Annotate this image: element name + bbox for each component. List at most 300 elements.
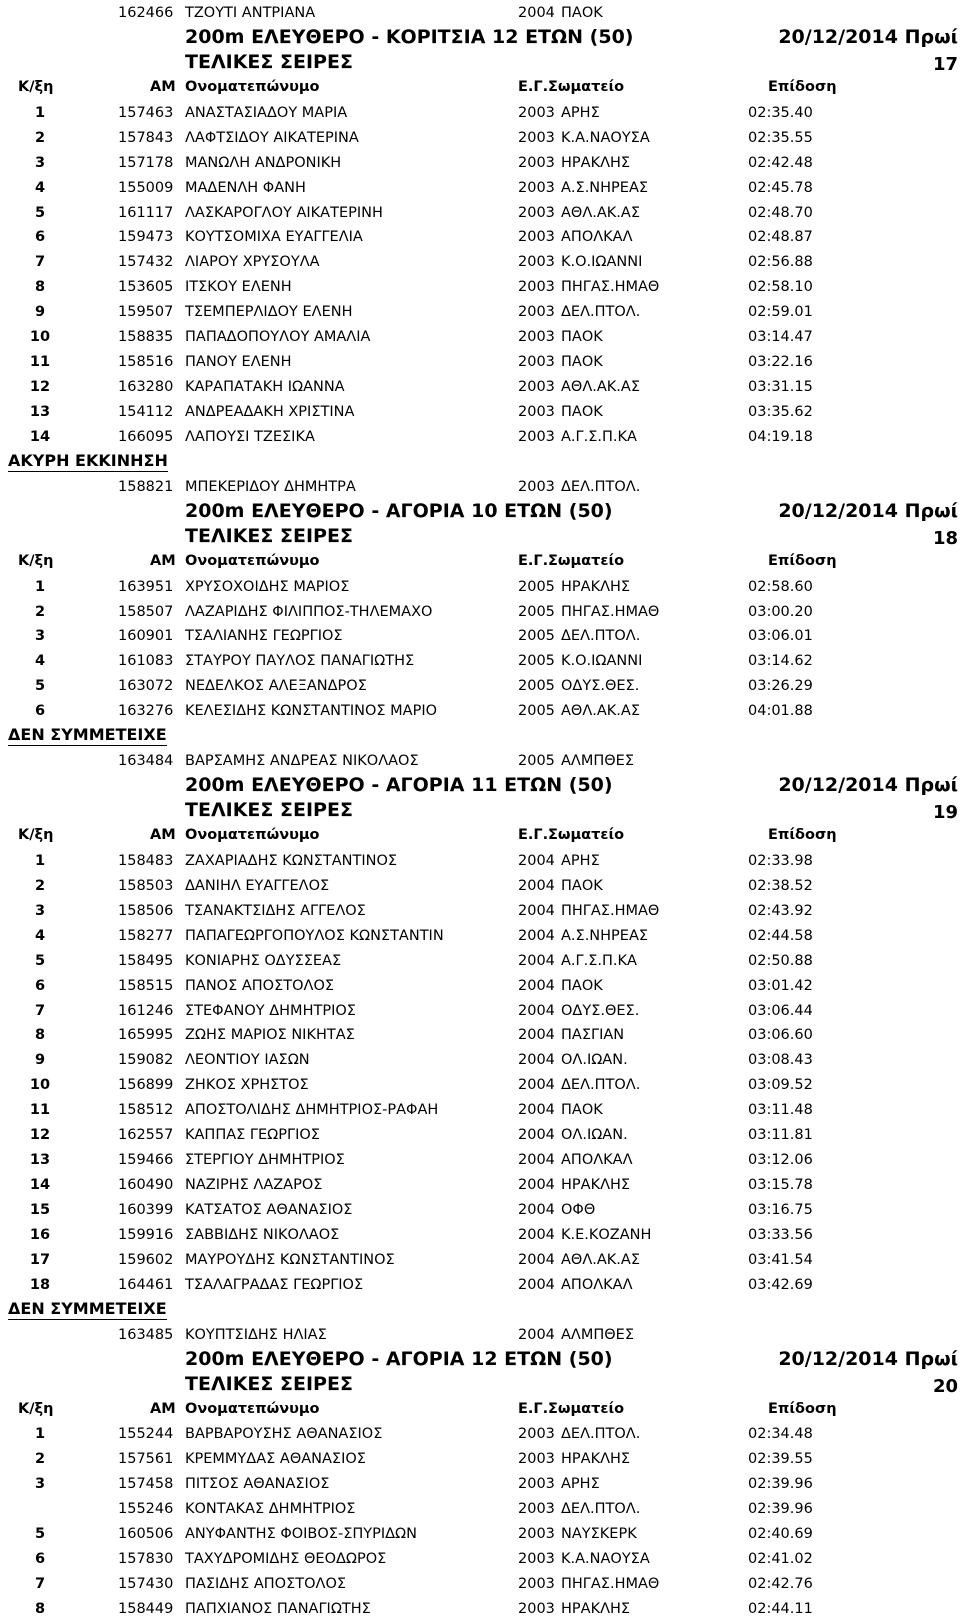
swim-time: 02:41.02 bbox=[748, 1551, 813, 1568]
athlete-name: ΜΑΥΡΟΥΔΗΣ ΚΩΝΣΤΑΝΤΙΝΟΣ bbox=[185, 1251, 395, 1268]
event-date: 20/12/2014 Πρωί bbox=[778, 499, 958, 522]
swim-time: 03:14.47 bbox=[748, 329, 813, 346]
swim-time: 03:16.75 bbox=[748, 1202, 813, 1218]
place: 6 bbox=[34, 977, 46, 994]
athlete-id: 164461 bbox=[118, 1276, 174, 1293]
col-club: Σωματείο bbox=[548, 826, 625, 843]
place: 7 bbox=[34, 1576, 46, 1593]
birth-year: 2003 bbox=[518, 204, 555, 221]
athlete-id: 161083 bbox=[118, 653, 174, 670]
birth-year: 2005 bbox=[518, 578, 555, 595]
swim-time: 02:42.48 bbox=[748, 154, 813, 171]
swim-time: 03:33.56 bbox=[748, 1226, 813, 1243]
birth-year: 2003 bbox=[518, 254, 555, 271]
birth-year: 2004 bbox=[518, 977, 555, 994]
birth-year: 2004 bbox=[518, 1177, 555, 1194]
club-name: Κ.Ο.ΙΩΑΝΝΙ bbox=[561, 653, 643, 670]
place: 13 bbox=[29, 1152, 51, 1169]
table-row bbox=[0, 1546, 960, 1571]
status-heading bbox=[0, 449, 960, 474]
club-name: ΗΡΑΚΛΗΣ bbox=[561, 1451, 631, 1468]
club-name: ΟΛ.ΙΩΑΝ. bbox=[561, 1052, 628, 1069]
series-label: ΤΕΛΙΚΕΣ ΣΕΙΡΕΣ bbox=[185, 799, 353, 821]
table-row bbox=[0, 1097, 960, 1122]
swim-time: 03:12.06 bbox=[748, 1152, 813, 1169]
athlete-name: ΚΕΛΕΣΙΔΗΣ ΚΩΝΣΤΑΝΤΙΝΟΣ ΜΑΡΙΟ bbox=[185, 703, 438, 720]
place: 8 bbox=[34, 1601, 46, 1617]
athlete-id: 163485 bbox=[118, 1326, 174, 1343]
swim-time: 02:48.87 bbox=[748, 229, 813, 246]
swim-time: 03:41.54 bbox=[748, 1251, 813, 1268]
place: 8 bbox=[34, 1027, 46, 1044]
club-name: ΑΛΜΠΘΕΣ bbox=[561, 753, 634, 770]
table-row bbox=[0, 150, 960, 175]
place: 3 bbox=[34, 902, 46, 919]
athlete-name: ΚΟΥΠΤΣΙΔΗΣ ΗΛΙΑΣ bbox=[185, 1326, 327, 1343]
athlete-id: 153605 bbox=[118, 279, 174, 296]
table-row bbox=[0, 299, 960, 324]
table-row bbox=[0, 898, 960, 923]
athlete-id: 158821 bbox=[118, 478, 174, 495]
club-name: ΑΠΟΛΚΑΛ bbox=[561, 1276, 633, 1293]
club-name: ΑΘΛ.ΑΚ.ΑΣ bbox=[561, 379, 640, 396]
athlete-name: ΛΙΑΡΟΥ ΧΡΥΣΟΥΛΑ bbox=[185, 254, 320, 271]
club-name: Κ.Α.ΝΑΟΥΣΑ bbox=[561, 1551, 650, 1568]
swim-time: 02:50.88 bbox=[748, 952, 813, 969]
col-year: Ε.Γ. bbox=[518, 826, 549, 843]
event-header bbox=[0, 773, 960, 798]
birth-year: 2003 bbox=[518, 154, 555, 171]
table-row bbox=[0, 923, 960, 948]
athlete-name: ΔΑΝΙΗΛ ΕΥΑΓΓΕΛΟΣ bbox=[185, 877, 330, 894]
table-row bbox=[0, 1072, 960, 1097]
athlete-name: ΤΣΑΛΙΑΝΗΣ ΓΕΩΡΓΙΟΣ bbox=[185, 628, 343, 645]
table-row bbox=[0, 125, 960, 150]
athlete-id: 157432 bbox=[118, 254, 174, 271]
swim-time: 03:08.43 bbox=[748, 1052, 813, 1069]
col-club: Σωματείο bbox=[548, 78, 625, 95]
club-name: ΑΘΛ.ΑΚ.ΑΣ bbox=[561, 703, 640, 720]
col-athlete-id: ΑΜ bbox=[150, 78, 176, 95]
birth-year: 2003 bbox=[518, 1601, 555, 1617]
event-header bbox=[0, 499, 960, 524]
athlete-name: ΤΣΑΝΑΚΤΣΙΔΗΣ ΑΓΓΕΛΟΣ bbox=[185, 902, 366, 919]
club-name: ΑΘΛ.ΑΚ.ΑΣ bbox=[561, 1251, 640, 1268]
athlete-name: ΜΑΝΩΛΗ ΑΝΔΡΟΝΙΚΗ bbox=[185, 154, 342, 171]
event-header bbox=[0, 1347, 960, 1372]
place: 9 bbox=[34, 304, 46, 321]
club-name: ΑΡΗΣ bbox=[561, 852, 600, 869]
club-name: ΑΘΛ.ΑΚ.ΑΣ bbox=[561, 204, 640, 221]
club-name: ΗΡΑΚΛΗΣ bbox=[561, 1177, 631, 1194]
athlete-id: 155244 bbox=[118, 1426, 174, 1443]
place: 1 bbox=[34, 578, 46, 595]
athlete-id: 155009 bbox=[118, 179, 174, 196]
athlete-name: ΒΑΡΣΑΜΗΣ ΑΝΔΡΕΑΣ ΝΙΚΟΛΑΟΣ bbox=[185, 753, 419, 770]
swim-time: 02:56.88 bbox=[748, 254, 813, 271]
table-row bbox=[0, 848, 960, 873]
col-place: Κ/ξη bbox=[18, 1400, 54, 1417]
event-subheader bbox=[0, 798, 960, 823]
table-row bbox=[0, 1197, 960, 1222]
table-row bbox=[0, 1222, 960, 1247]
birth-year: 2003 bbox=[518, 404, 555, 420]
table-row bbox=[0, 1047, 960, 1072]
event-subheader bbox=[0, 1372, 960, 1397]
col-name: Ονοματεπώνυμο bbox=[185, 552, 320, 569]
table-row bbox=[0, 1471, 960, 1496]
club-name: ΟΛ.ΙΩΑΝ. bbox=[561, 1127, 628, 1144]
place: 14 bbox=[29, 428, 51, 445]
column-headers bbox=[0, 823, 960, 848]
athlete-name: ΤΖΟΥΤΙ ΑΝΤΡΙΑΝΑ bbox=[185, 5, 316, 21]
club-name: ΠΑΟΚ bbox=[561, 404, 603, 420]
table-row bbox=[0, 224, 960, 249]
birth-year: 2003 bbox=[518, 1526, 555, 1543]
birth-year: 2003 bbox=[518, 1451, 555, 1468]
athlete-id: 156899 bbox=[118, 1077, 174, 1094]
athlete-name: ΛΑΦΤΣΙΔΟΥ ΑΙΚΑΤΕΡΙΝΑ bbox=[185, 129, 359, 146]
athlete-id: 154112 bbox=[118, 404, 174, 420]
athlete-name: ΚΟΝΙΑΡΗΣ ΟΔΥΣΣΕΑΣ bbox=[185, 952, 342, 969]
table-row bbox=[0, 0, 960, 25]
event-title: 200m ΕΛΕΥΘΕΡΟ - ΑΓΟΡΙΑ 11 ΕΤΩΝ (50) bbox=[185, 774, 613, 797]
athlete-id: 158483 bbox=[118, 852, 174, 869]
athlete-id: 157430 bbox=[118, 1576, 174, 1593]
athlete-id: 163951 bbox=[118, 578, 174, 595]
club-name: ΔΕΛ.ΠΤΟΛ. bbox=[561, 1077, 641, 1094]
place: 5 bbox=[34, 1526, 46, 1543]
place: 4 bbox=[34, 927, 46, 944]
club-name: ΔΕΛ.ΠΤΟΛ. bbox=[561, 1426, 641, 1443]
birth-year: 2003 bbox=[518, 1501, 555, 1518]
place: 10 bbox=[29, 1077, 51, 1094]
event-subheader bbox=[0, 524, 960, 549]
athlete-name: ΜΑΔΕΝΛΗ ΦΑΝΗ bbox=[185, 179, 306, 196]
birth-year: 2004 bbox=[518, 852, 555, 869]
athlete-name: ΠΑΠΧΙΑΝΟΣ ΠΑΝΑΓΙΩΤΗΣ bbox=[185, 1601, 371, 1617]
place: 3 bbox=[34, 628, 46, 645]
birth-year: 2003 bbox=[518, 354, 555, 371]
club-name: Α.Γ.Σ.Π.ΚΑ bbox=[561, 428, 637, 445]
birth-year: 2003 bbox=[518, 428, 555, 445]
status-label: ΔΕΝ ΣΥΜΜΕΤΕΙΧΕ bbox=[8, 725, 167, 745]
swim-time: 03:06.44 bbox=[748, 1002, 813, 1019]
athlete-name: ΠΑΠΑΔΟΠΟΥΛΟΥ ΑΜΑΛΙΑ bbox=[185, 329, 371, 346]
col-year: Ε.Γ. bbox=[518, 78, 549, 95]
place: 14 bbox=[29, 1177, 51, 1194]
athlete-name: ΙΤΣΚΟΥ ΕΛΕΝΗ bbox=[185, 279, 292, 296]
place: 1 bbox=[34, 852, 46, 869]
club-name: ΠΑΟΚ bbox=[561, 977, 603, 994]
club-name: ΑΡΗΣ bbox=[561, 104, 600, 121]
athlete-id: 159916 bbox=[118, 1226, 174, 1243]
swim-time: 02:59.01 bbox=[748, 304, 813, 321]
event-number: 20 bbox=[932, 1375, 958, 1397]
table-row bbox=[0, 1147, 960, 1172]
birth-year: 2003 bbox=[518, 1551, 555, 1568]
table-row bbox=[0, 1247, 960, 1272]
event-number: 17 bbox=[932, 53, 958, 75]
athlete-id: 163280 bbox=[118, 379, 174, 396]
swim-time: 02:43.92 bbox=[748, 902, 813, 919]
event-date: 20/12/2014 Πρωί bbox=[778, 1347, 958, 1370]
birth-year: 2005 bbox=[518, 703, 555, 720]
birth-year: 2004 bbox=[518, 902, 555, 919]
event-title: 200m ΕΛΕΥΘΕΡΟ - ΑΓΟΡΙΑ 10 ΕΤΩΝ (50) bbox=[185, 499, 613, 522]
athlete-id: 163276 bbox=[118, 703, 174, 720]
athlete-id: 158507 bbox=[118, 603, 174, 620]
place: 2 bbox=[34, 603, 46, 620]
athlete-name: ΧΡΥΣΟΧΟΙΔΗΣ ΜΑΡΙΟΣ bbox=[185, 578, 350, 595]
swim-time: 02:48.70 bbox=[748, 204, 813, 221]
athlete-name: ΤΑΧΥΔΡΟΜΙΔΗΣ ΘΕΟΔΩΡΟΣ bbox=[185, 1551, 387, 1568]
table-row bbox=[0, 623, 960, 648]
athlete-name: ΛΕΟΝΤΙΟΥ ΙΑΣΩΝ bbox=[185, 1052, 310, 1069]
event-date: 20/12/2014 Πρωί bbox=[778, 774, 958, 797]
table-row bbox=[0, 873, 960, 898]
birth-year: 2004 bbox=[518, 1276, 555, 1293]
athlete-name: ΚΑΠΠΑΣ ΓΕΩΡΓΙΟΣ bbox=[185, 1127, 320, 1144]
table-row bbox=[0, 648, 960, 673]
place: 15 bbox=[29, 1202, 51, 1218]
birth-year: 2003 bbox=[518, 379, 555, 396]
athlete-name: ΠΑΝΟΥ ΕΛΕΝΗ bbox=[185, 354, 292, 371]
swim-time: 03:06.60 bbox=[748, 1027, 813, 1044]
table-row bbox=[0, 574, 960, 599]
swim-time: 03:31.15 bbox=[748, 379, 813, 396]
birth-year: 2004 bbox=[518, 1052, 555, 1069]
athlete-name: ΝΕΔΕΛΚΟΣ ΑΛΕΞΑΝΔΡΟΣ bbox=[185, 678, 367, 695]
club-name: ΠΑΟΚ bbox=[561, 5, 603, 21]
place: 12 bbox=[29, 1127, 51, 1144]
athlete-id: 157463 bbox=[118, 104, 174, 121]
athlete-name: ΝΑΖΙΡΗΣ ΛΑΖΑΡΟΣ bbox=[185, 1177, 323, 1194]
table-row bbox=[0, 424, 960, 449]
athlete-id: 159466 bbox=[118, 1152, 174, 1169]
place: 11 bbox=[29, 1102, 51, 1119]
birth-year: 2003 bbox=[518, 329, 555, 346]
status-heading bbox=[0, 1297, 960, 1322]
athlete-name: ΚΟΝΤΑΚΑΣ ΔΗΜΗΤΡΙΟΣ bbox=[185, 1501, 356, 1518]
table-row bbox=[0, 998, 960, 1023]
place: 7 bbox=[34, 254, 46, 271]
place: 2 bbox=[34, 877, 46, 894]
table-row bbox=[0, 399, 960, 424]
club-name: ΟΔΥΣ.ΘΕΣ. bbox=[561, 678, 640, 695]
swim-time: 03:35.62 bbox=[748, 404, 813, 420]
athlete-id: 159602 bbox=[118, 1251, 174, 1268]
swim-time: 02:39.55 bbox=[748, 1451, 813, 1468]
table-row bbox=[0, 698, 960, 723]
swim-time: 03:01.42 bbox=[748, 977, 813, 994]
col-athlete-id: ΑΜ bbox=[150, 1400, 176, 1417]
birth-year: 2004 bbox=[518, 5, 555, 21]
athlete-id: 162557 bbox=[118, 1127, 174, 1144]
birth-year: 2005 bbox=[518, 603, 555, 620]
place: 11 bbox=[29, 354, 51, 371]
birth-year: 2004 bbox=[518, 952, 555, 969]
status-label: ΔΕΝ ΣΥΜΜΕΤΕΙΧΕ bbox=[8, 1298, 167, 1318]
athlete-name: ΣΤΕΦΑΝΟΥ ΔΗΜΗΤΡΙΟΣ bbox=[185, 1002, 356, 1019]
table-row bbox=[0, 1496, 960, 1521]
col-place: Κ/ξη bbox=[18, 552, 54, 569]
table-row bbox=[0, 1521, 960, 1546]
swim-time: 02:40.69 bbox=[748, 1526, 813, 1543]
club-name: ΠΑΟΚ bbox=[561, 329, 603, 346]
athlete-name: ΚΑΤΣΑΤΟΣ ΑΘΑΝΑΣΙΟΣ bbox=[185, 1202, 353, 1218]
club-name: ΠΗΓΑΣ.ΗΜΑΘ bbox=[561, 902, 660, 919]
place: 9 bbox=[34, 1052, 46, 1069]
birth-year: 2005 bbox=[518, 653, 555, 670]
athlete-name: ΠΑΣΙΔΗΣ ΑΠΟΣΤΟΛΟΣ bbox=[185, 1576, 347, 1593]
athlete-name: ΛΑΠΟΥΣΙ ΤΖΕΣΙΚΑ bbox=[185, 428, 315, 445]
place: 4 bbox=[34, 179, 46, 196]
athlete-name: ΚΡΕΜΜΥΔΑΣ ΑΘΑΝΑΣΙΟΣ bbox=[185, 1451, 366, 1468]
col-club: Σωματείο bbox=[548, 552, 625, 569]
athlete-id: 160490 bbox=[118, 1177, 174, 1194]
column-headers bbox=[0, 75, 960, 100]
swim-time: 02:42.76 bbox=[748, 1576, 813, 1593]
birth-year: 2004 bbox=[518, 1152, 555, 1169]
col-year: Ε.Γ. bbox=[518, 1400, 549, 1417]
club-name: ΠΑΟΚ bbox=[561, 354, 603, 371]
event-header bbox=[0, 25, 960, 50]
athlete-id: 158503 bbox=[118, 877, 174, 894]
athlete-id: 157843 bbox=[118, 129, 174, 146]
club-name: Κ.Α.ΝΑΟΥΣΑ bbox=[561, 129, 650, 146]
birth-year: 2004 bbox=[518, 1326, 555, 1343]
athlete-name: ΚΑΡΑΠΑΤΑΚΗ ΙΩΑΝΝΑ bbox=[185, 379, 345, 396]
table-row bbox=[0, 1571, 960, 1596]
birth-year: 2004 bbox=[518, 877, 555, 894]
swim-time: 02:44.11 bbox=[748, 1601, 813, 1617]
birth-year: 2003 bbox=[518, 104, 555, 121]
place: 1 bbox=[34, 104, 46, 121]
table-row bbox=[0, 1172, 960, 1197]
table-row bbox=[0, 274, 960, 299]
swim-time: 03:42.69 bbox=[748, 1276, 813, 1293]
athlete-id: 159473 bbox=[118, 229, 174, 246]
club-name: ΑΡΗΣ bbox=[561, 1476, 600, 1493]
club-name: ΔΕΛ.ΠΤΟΛ. bbox=[561, 478, 641, 495]
athlete-name: ΖΑΧΑΡΙΑΔΗΣ ΚΩΝΣΤΑΝΤΙΝΟΣ bbox=[185, 852, 398, 869]
athlete-id: 158512 bbox=[118, 1102, 174, 1119]
place: 3 bbox=[34, 154, 46, 171]
club-name: ΝΑΥΣΚΕΡΚ bbox=[561, 1526, 637, 1543]
athlete-name: ΣΑΒΒΙΔΗΣ ΝΙΚΟΛΑΟΣ bbox=[185, 1226, 340, 1243]
swim-time: 02:39.96 bbox=[748, 1501, 813, 1518]
place: 5 bbox=[34, 204, 46, 221]
table-row bbox=[0, 973, 960, 998]
athlete-id: 160506 bbox=[118, 1526, 174, 1543]
swim-time: 03:15.78 bbox=[748, 1177, 813, 1194]
swim-time: 02:38.52 bbox=[748, 877, 813, 894]
event-subheader bbox=[0, 50, 960, 75]
series-label: ΤΕΛΙΚΕΣ ΣΕΙΡΕΣ bbox=[185, 524, 353, 547]
swim-time: 03:26.29 bbox=[748, 678, 813, 695]
col-athlete-id: ΑΜ bbox=[150, 552, 176, 569]
athlete-id: 162466 bbox=[118, 5, 174, 21]
col-time: Επίδοση bbox=[768, 826, 837, 843]
table-row bbox=[0, 1446, 960, 1471]
place: 13 bbox=[29, 404, 51, 420]
swim-time: 03:14.62 bbox=[748, 653, 813, 670]
birth-year: 2003 bbox=[518, 179, 555, 196]
table-row bbox=[0, 1421, 960, 1446]
birth-year: 2004 bbox=[518, 1027, 555, 1044]
swim-time: 02:34.48 bbox=[748, 1426, 813, 1443]
swim-time: 04:19.18 bbox=[748, 428, 813, 445]
birth-year: 2004 bbox=[518, 1002, 555, 1019]
birth-year: 2003 bbox=[518, 129, 555, 146]
swim-time: 02:44.58 bbox=[748, 927, 813, 944]
athlete-id: 166095 bbox=[118, 428, 174, 445]
place: 5 bbox=[34, 952, 46, 969]
athlete-name: ΜΠΕΚΕΡΙΔΟΥ ΔΗΜΗΤΡΑ bbox=[185, 478, 356, 495]
event-number: 18 bbox=[932, 527, 958, 549]
club-name: Κ.Ο.ΙΩΑΝΝΙ bbox=[561, 254, 643, 271]
place: 4 bbox=[34, 653, 46, 670]
table-row bbox=[0, 1122, 960, 1147]
swim-time: 04:01.88 bbox=[748, 703, 813, 720]
col-name: Ονοματεπώνυμο bbox=[185, 826, 320, 843]
birth-year: 2004 bbox=[518, 1102, 555, 1119]
swim-time: 03:11.81 bbox=[748, 1127, 813, 1144]
athlete-id: 158277 bbox=[118, 927, 174, 944]
birth-year: 2003 bbox=[518, 1476, 555, 1493]
club-name: ΑΠΟΛΚΑΛ bbox=[561, 1152, 633, 1169]
athlete-id: 157561 bbox=[118, 1451, 174, 1468]
place: 17 bbox=[29, 1251, 51, 1268]
athlete-name: ΠΑΝΟΣ ΑΠΟΣΤΟΛΟΣ bbox=[185, 977, 335, 994]
status-heading bbox=[0, 723, 960, 748]
place: 5 bbox=[34, 678, 46, 695]
birth-year: 2004 bbox=[518, 927, 555, 944]
column-headers bbox=[0, 1397, 960, 1422]
series-label: ΤΕΛΙΚΕΣ ΣΕΙΡΕΣ bbox=[185, 50, 353, 73]
athlete-name: ΑΝΔΡΕΑΔΑΚΗ ΧΡΙΣΤΙΝΑ bbox=[185, 404, 355, 420]
table-row bbox=[0, 100, 960, 125]
athlete-name: ΠΑΠΑΓΕΩΡΓΟΠΟΥΛΟΣ ΚΩΝΣΤΑΝΤΙΝ bbox=[185, 927, 444, 944]
place: 6 bbox=[34, 1551, 46, 1568]
club-name: Α.Γ.Σ.Π.ΚΑ bbox=[561, 952, 637, 969]
event-title: 200m ΕΛΕΥΘΕΡΟ - ΑΓΟΡΙΑ 12 ΕΤΩΝ (50) bbox=[185, 1347, 613, 1370]
col-year: Ε.Γ. bbox=[518, 552, 549, 569]
club-name: ΠΑΟΚ bbox=[561, 1102, 603, 1119]
athlete-name: ΒΑΡΒΑΡΟΥΣΗΣ ΑΘΑΝΑΣΙΟΣ bbox=[185, 1426, 383, 1443]
athlete-id: 158835 bbox=[118, 329, 174, 346]
swim-time: 03:11.48 bbox=[748, 1102, 813, 1119]
birth-year: 2003 bbox=[518, 1426, 555, 1443]
athlete-name: ΤΣΑΛΑΓΡΑΔΑΣ ΓΕΩΡΓΙΟΣ bbox=[185, 1276, 364, 1293]
athlete-name: ΛΑΖΑΡΙΔΗΣ ΦΙΛΙΠΠΟΣ-ΤΗΛΕΜΑΧΟ bbox=[185, 603, 433, 620]
table-row bbox=[0, 474, 960, 499]
table-row bbox=[0, 1022, 960, 1047]
status-label: ΑΚΥΡΗ ΕΚΚΙΝΗΣΗ bbox=[8, 450, 168, 470]
birth-year: 2004 bbox=[518, 1127, 555, 1144]
col-place: Κ/ξη bbox=[18, 78, 54, 95]
place: 1 bbox=[34, 1426, 46, 1443]
table-row bbox=[0, 1596, 960, 1621]
swim-time: 02:33.98 bbox=[748, 852, 813, 869]
col-athlete-id: ΑΜ bbox=[150, 826, 176, 843]
athlete-id: 161117 bbox=[118, 204, 174, 221]
birth-year: 2003 bbox=[518, 1576, 555, 1593]
series-label: ΤΕΛΙΚΕΣ ΣΕΙΡΕΣ bbox=[185, 1372, 353, 1395]
place: 2 bbox=[34, 129, 46, 146]
table-row bbox=[0, 599, 960, 624]
